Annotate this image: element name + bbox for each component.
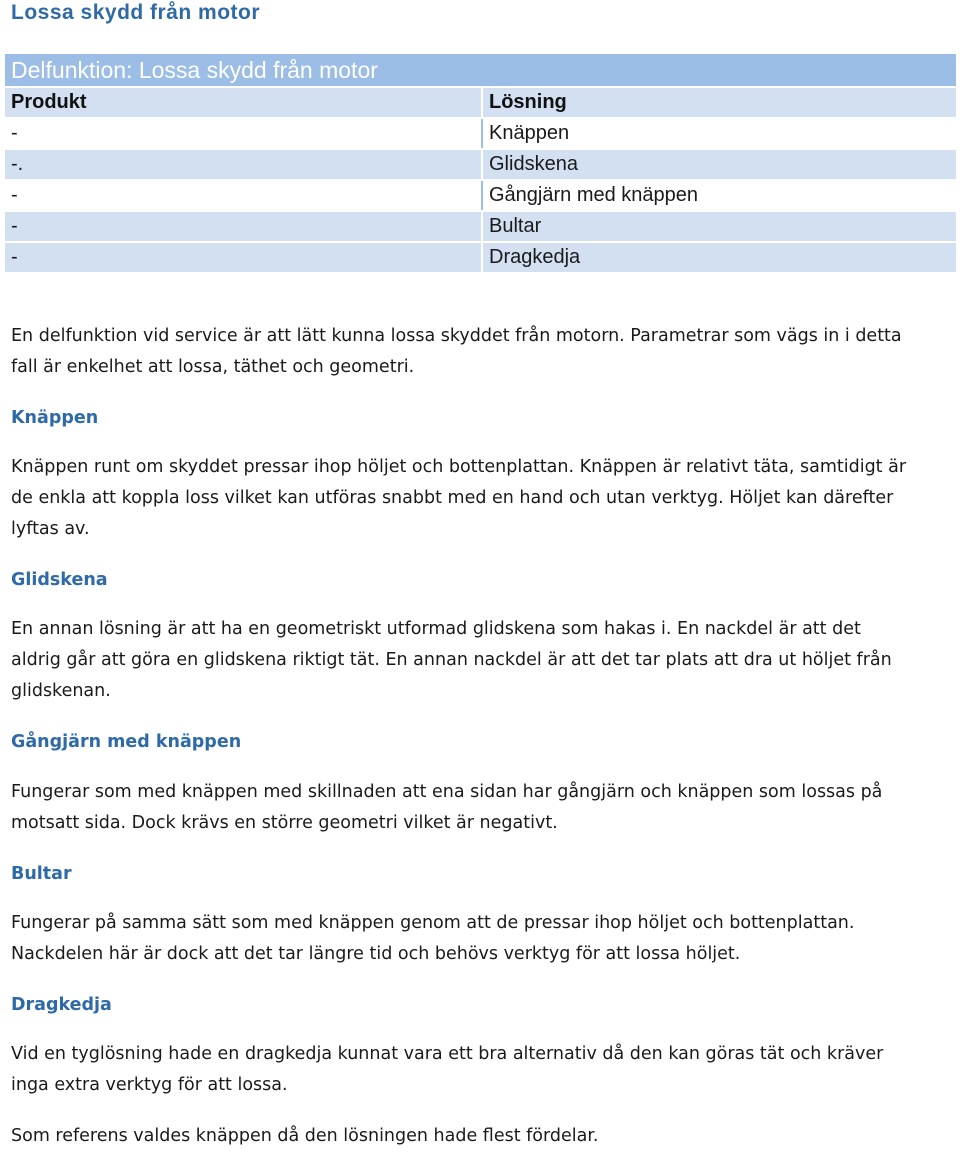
table-cell-product: - (5, 119, 483, 148)
section-heading-dragkedja: Dragkedja (11, 995, 112, 1015)
table-cell-product: - (5, 181, 483, 210)
intro-paragraph: En delfunktion vid service är att lätt kunna lossa skyddet från motorn. Parametrar som vägs in i detta fall är enkelhet att lossa, täthet och geometri. (11, 326, 902, 377)
table-row (5, 181, 956, 210)
section-text-bultar: Fungerar på samma sätt som med knäppen genom att de pressar ihop höljet och bottenplattan. Nackdelen här är dock att det tar längre tid och behövs verktyg för att lossa höljet. (11, 913, 855, 964)
table-cell-solution: Knäppen (483, 119, 956, 148)
section-heading-knappen: Knäppen (11, 408, 99, 428)
section-text-dragkedja: Vid en tyglösning hade en dragkedja kunnat vara ett bra alternativ då den kan göras tät och kräver inga extra verktyg för att lossa. (11, 1044, 884, 1095)
column-header-product: Produkt (5, 88, 483, 117)
table-cell-product: - (5, 243, 483, 272)
section-text-gangjarn: Fungerar som med knäppen med skillnaden att ena sidan har gångjärn och knäppen som lossas på motsatt sida. Dock krävs en större geometri vilket är negativt. (11, 782, 883, 833)
table-caption: Delfunktion: Lossa skydd från motor (5, 54, 956, 86)
conclusion-paragraph: Som referens valdes knäppen då den lösningen hade flest fördelar. (11, 1126, 599, 1146)
table-cell-solution: Dragkedja (483, 243, 956, 272)
page-title: Lossa skydd från motor (11, 1, 261, 24)
section-text-glidskena: En annan lösning är att ha en geometriskt utformad glidskena som hakas i. En nackdel är att det aldrig går att göra en glidskena riktigt tät. En annan nackdel är att det tar plats att dra ut höljet från glidskenan. (11, 619, 892, 701)
table-row (5, 243, 956, 272)
table-row (5, 150, 956, 179)
table-cell-solution: Glidskena (483, 150, 956, 179)
section-heading-gangjarn: Gångjärn med knäppen (11, 732, 242, 752)
table-row (5, 119, 956, 148)
table-caption-row (5, 54, 956, 86)
section-heading-bultar: Bultar (11, 864, 72, 884)
section-heading-glidskena: Glidskena (11, 570, 108, 590)
table-cell-solution: Bultar (483, 212, 956, 241)
table-header-row (5, 88, 956, 117)
table-cell-product: -. (5, 150, 483, 179)
table-row (5, 212, 956, 241)
table-cell-solution: Gångjärn med knäppen (483, 181, 956, 210)
section-text-knappen: Knäppen runt om skyddet pressar ihop höljet och bottenplattan. Knäppen är relativt täta, samtidigt är de enkla att koppla loss vilket kan utföras snabbt med en hand och utan verktyg. Höljet kan därefter lyftas av. (11, 457, 907, 539)
column-header-solution: Lösning (483, 88, 956, 117)
table-cell-product: - (5, 212, 483, 241)
solutions-table (5, 52, 956, 274)
